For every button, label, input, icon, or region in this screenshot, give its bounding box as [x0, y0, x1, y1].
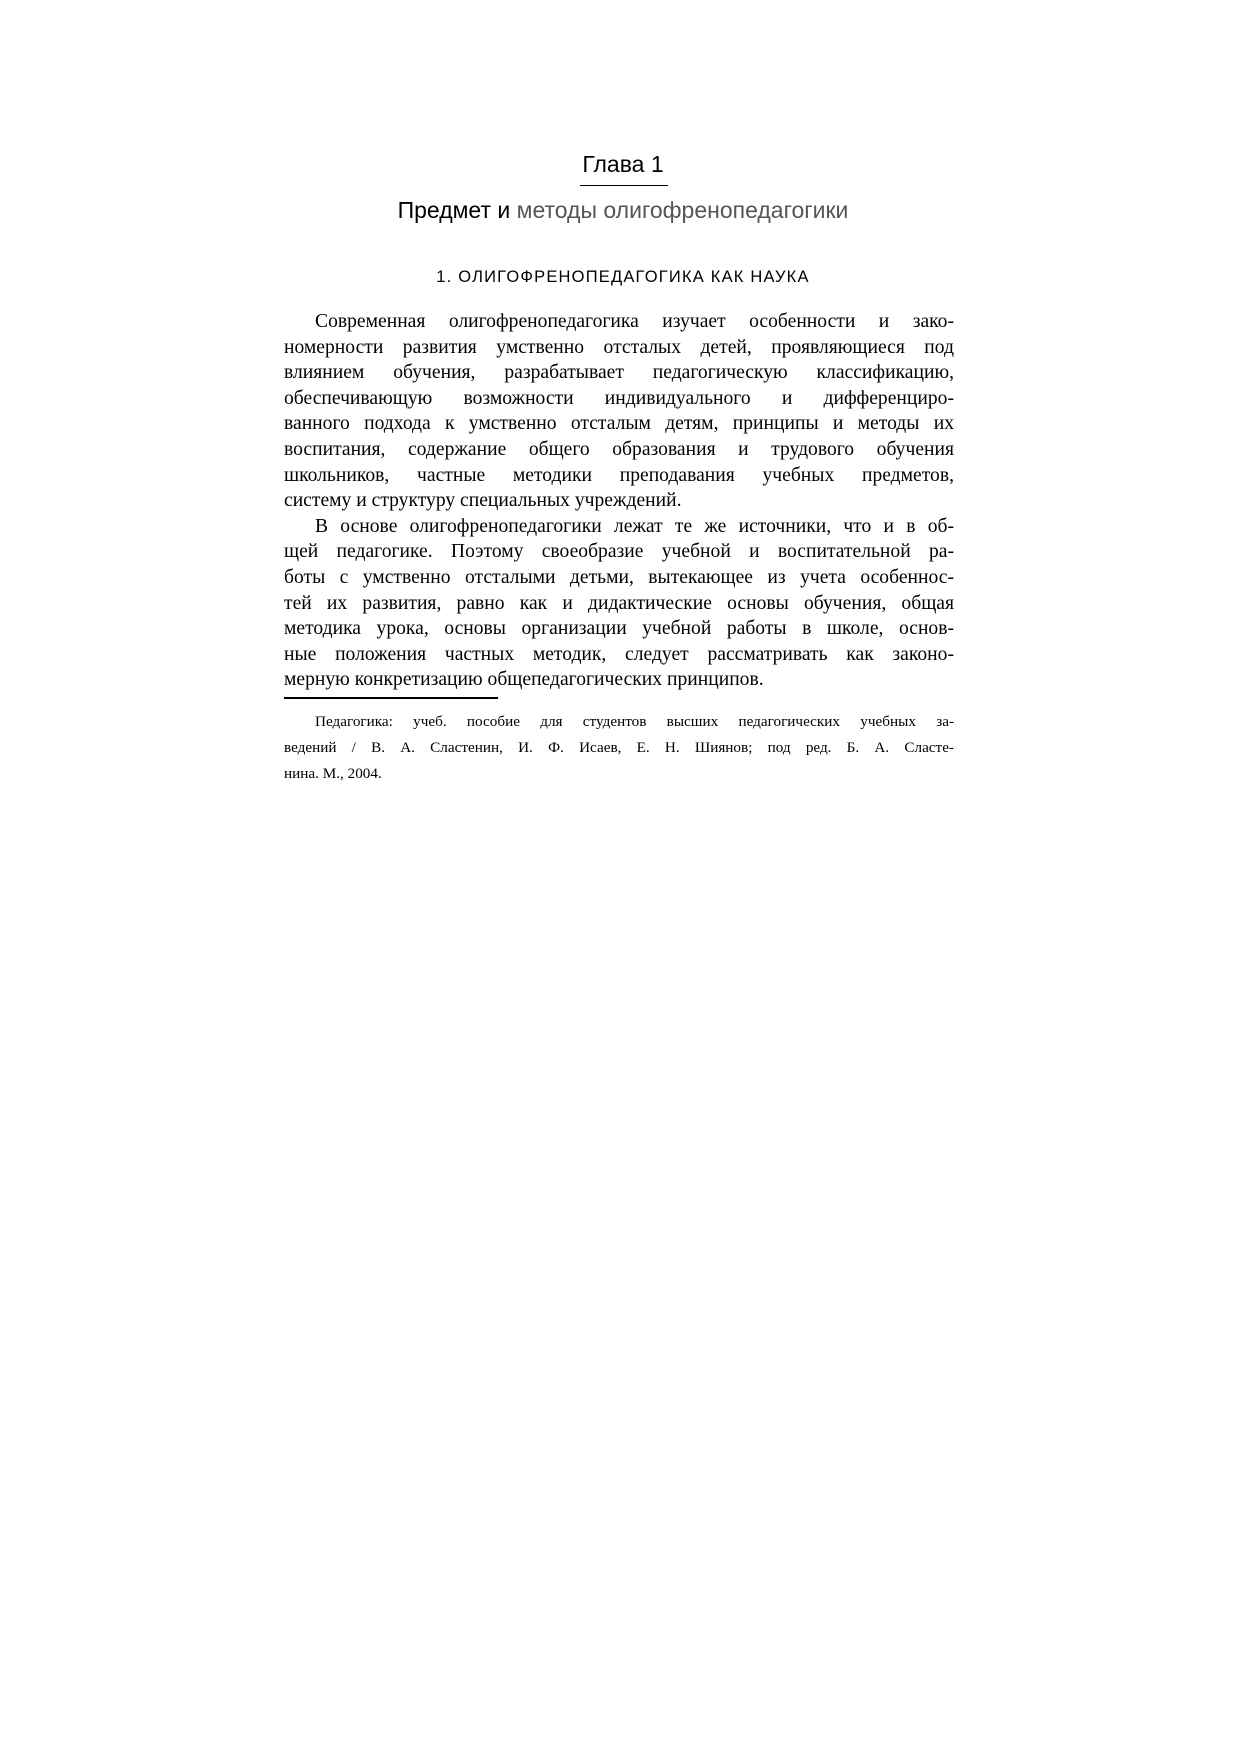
body-line: школьников, частные методики преподавания учебных предметов, [284, 464, 954, 486]
footnote [284, 709, 954, 787]
body-line: щей педагогике. Поэтому своеобразие учебной и воспитательной ра- [284, 541, 954, 563]
chapter-label: Глава 1 [582, 151, 664, 177]
body-line: систему и структуру специальных учреждений. [284, 490, 682, 512]
body-line: мерную конкретизацию общепедагогических принципов. [284, 669, 764, 691]
body-line: обеспечивающую возможности индивидуального и дифференциро- [284, 387, 954, 409]
footnote-line: ведений / В. А. Сластенин, И. Ф. Исаев, Е. Н. Шиянов; под ред. Б. А. Сласте- [284, 739, 954, 756]
body-line: методика урока, основы организации учебной работы в школе, основ- [284, 618, 954, 640]
body-line: номерности развития умственно отсталых детей, проявляющиеся под [284, 336, 954, 358]
body-line: Современная олигофренопедагогика изучает особенности и зако- [315, 311, 954, 332]
body-line: боты с умственно отсталыми детьми, вытекающее из учета особеннос- [284, 566, 954, 588]
chapter-underline [580, 185, 668, 186]
section-heading: 1. ОЛИГОФРЕНОПЕДАГОГИКА КАК НАУКА [436, 268, 810, 286]
body-line: влиянием обучения, разрабатывает педагогическую классификацию, [284, 362, 954, 384]
chapter-title-part2: методы олигофренопедагогики [516, 197, 849, 223]
body-text [284, 309, 954, 693]
chapter-title [283, 195, 963, 225]
body-line: воспитания, содержание общего образования и трудового обучения [284, 438, 954, 460]
body-line: тей их развития, равно как и дидактические основы обучения, общая [284, 592, 954, 614]
footnote-separator [284, 697, 498, 699]
body-line: ванного подхода к умственно отсталым детям, принципы и методы их [284, 413, 954, 435]
body-line: В основе олигофренопедагогики лежат те же источники, что и в об- [315, 515, 954, 537]
footnote-line: Педагогика: учеб. пособие для студентов высших педагогических учебных за- [315, 713, 954, 730]
chapter-title-part1: Предмет и [397, 197, 517, 223]
footnote-line: нина. М., 2004. [284, 765, 382, 782]
body-line: ные положения частных методик, следует рассматривать как законо- [284, 643, 954, 665]
